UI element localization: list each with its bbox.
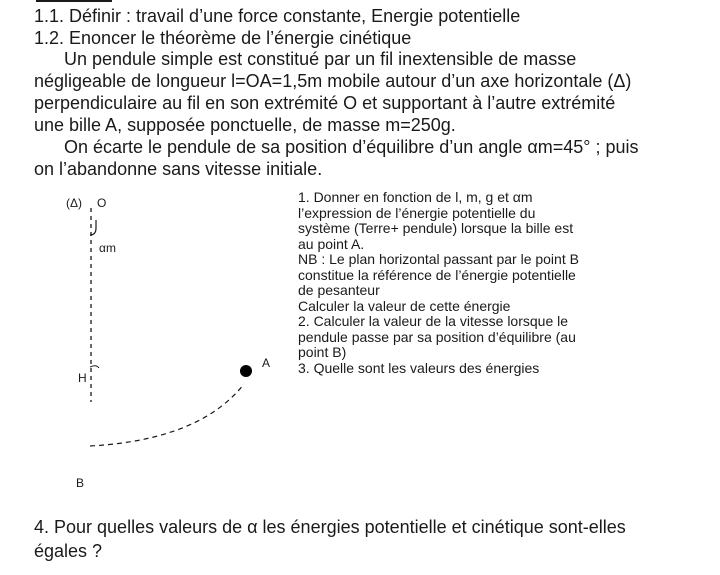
nb-line-2: constitue la référence de l’énergie potentielle <box>298 266 576 283</box>
intro-line-4: négligeable de longueur l=OA=1,5m mobile autour d’un axe horizontale (Δ) <box>34 71 632 91</box>
question-4-line-1: 4. Pour quelles valeurs de α les énergies potentielle et cinétique sont-elles <box>34 517 626 537</box>
intro-line-8: on l’abandonne sans vitesse initiale. <box>34 159 323 179</box>
q2-line-3: point B) <box>298 344 347 360</box>
point-h-label: H <box>78 371 87 385</box>
questions-block <box>298 190 598 376</box>
q1-line-1: 1. Donner en fonction de l, m, g et αm <box>298 189 533 205</box>
q1-line-2: l’expression de l’énergie potentielle du <box>298 204 536 221</box>
axis-delta-label: (Δ) <box>66 196 83 210</box>
nb-line-3: de pesanteur <box>298 282 380 298</box>
nb-line-1: NB : Le plan horizontal passant par le point B <box>298 251 579 267</box>
intro-line-6: une bille A, supposée ponctuelle, de masse m=250g. <box>34 115 456 135</box>
intro-line-7: On écarte le pendule de sa position d’équilibre d’un angle αm=45° ; puis <box>64 137 639 157</box>
q1-line-3: système (Terre+ pendule) lorsque la bille est <box>298 220 574 236</box>
calc-line: Calculer la valeur de cette énergie <box>298 297 511 314</box>
angle-alpha-label: αm <box>99 241 116 255</box>
intro-line-2: 1.2. Enoncer le théorème de l’énergie cinétique <box>34 28 412 48</box>
intro-line-1: 1.1. Définir : travail d’une force constante, Energie potentielle <box>34 6 521 26</box>
angle-tick <box>90 366 99 368</box>
intro-line-5: perpendiculaire au fil en son extrémité O et supportant à l’autre extrémité <box>34 93 616 113</box>
q2-line-2: pendule passe par sa position d’équilibre (au <box>298 328 576 345</box>
point-a-label: A <box>262 356 271 370</box>
point-o-label: O <box>97 196 107 210</box>
trajectory-arc <box>90 384 244 446</box>
question-4 <box>34 515 626 563</box>
intro-line-3: Un pendule simple est constitué par un fil inextensible de masse <box>64 49 577 69</box>
q3-line: 3. Quelle sont les valeurs des énergies <box>298 359 540 376</box>
point-b-label: B <box>76 476 85 490</box>
q2-line-1: 2. Calculer la valeur de la vitesse lorsque le <box>298 313 569 329</box>
question-4-line-2: égales ? <box>34 541 103 561</box>
bille-a <box>240 365 252 377</box>
q1-line-4: au point A. <box>298 235 365 252</box>
